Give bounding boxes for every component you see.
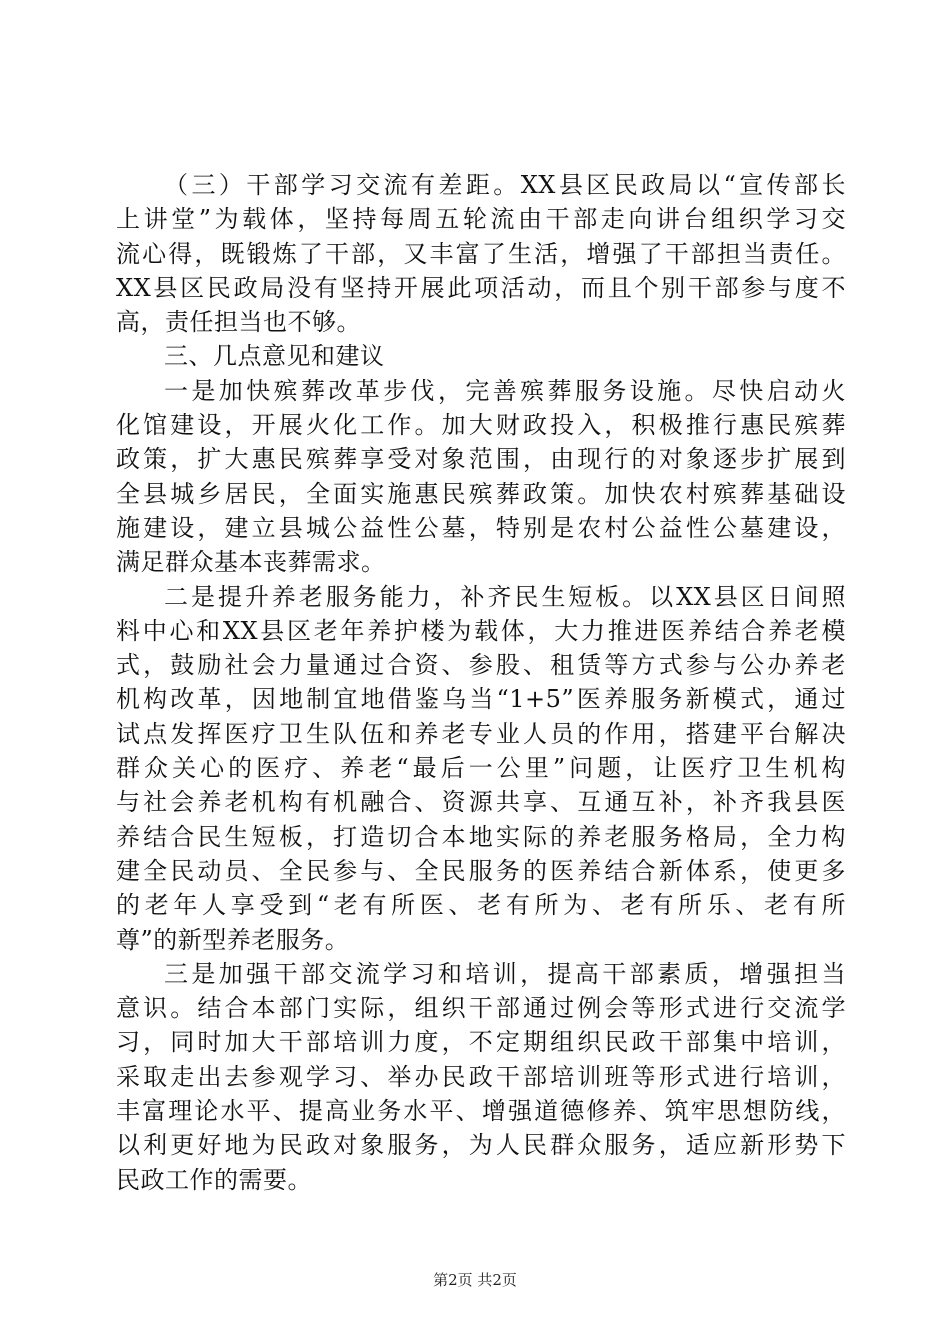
text-line: 式，鼓励社会力量通过合资、参股、租赁等方式参与公办养老 xyxy=(116,651,846,680)
text-line: 机构改革，因地制宜地借鉴乌当“1+5”医养服务新模式，通过 xyxy=(116,685,846,714)
text-line: 化馆建设，开展火化工作。加大财政投入，积极推行惠民殡葬 xyxy=(116,411,846,440)
text-line: （三）干部学习交流有差距。XX县区民政局以“宣传部长 xyxy=(164,171,846,199)
text-line: 政策，扩大惠民殡葬享受对象范围，由现行的对象逐步扩展到 xyxy=(116,445,846,474)
text-line: 三、几点意见和建议 xyxy=(164,342,385,371)
text-line: 料中心和XX县区老年养护楼为载体，大力推进医养结合养老模 xyxy=(116,616,846,645)
text-line: 民政工作的需要。 xyxy=(116,1165,312,1194)
text-line: 满足群众基本丧葬需求。 xyxy=(116,548,386,577)
text-line: 建全民动员、全民参与、全民服务的医养结合新体系，使更多 xyxy=(116,856,846,885)
text-line: 养结合民生短板，打造切合本地实际的养老服务格局，全力构 xyxy=(116,822,846,851)
text-line: 二是提升养老服务能力，补齐民生短板。以XX县区日间照 xyxy=(164,582,846,611)
text-line: 群众关心的医疗、养老“最后一公里”问题，让医疗卫生机构 xyxy=(116,754,846,783)
text-line: 施建设，建立县城公益性公墓，特别是农村公益性公墓建设， xyxy=(116,513,846,542)
text-line: 采取走出去参观学习、举办民政干部培训班等形式进行培训， xyxy=(116,1062,846,1091)
text-line: 试点发挥医疗卫生队伍和养老专业人员的作用，搭建平台解决 xyxy=(116,719,846,748)
text-line: 流心得，既锻炼了干部，又丰富了生活，增强了干部担当责任。 xyxy=(116,239,846,268)
text-line: 习，同时加大干部培训力度，不定期组织民政干部集中培训， xyxy=(116,1028,846,1057)
text-line: 高，责任担当也不够。 xyxy=(116,308,361,337)
text-line: 一是加快殡葬改革步伐，完善殡葬服务设施。尽快启动火 xyxy=(164,376,846,405)
text-line: 与社会养老机构有机融合、资源共享、互通互补，补齐我县医 xyxy=(116,788,846,817)
text-line: 全县城乡居民，全面实施惠民殡葬政策。加快农村殡葬基础设 xyxy=(116,479,846,508)
text-line: 以利更好地为民政对象服务，为人民群众服务，适应新形势下 xyxy=(116,1131,846,1160)
document-body xyxy=(116,168,846,1197)
text-line: 的老年人享受到“老有所医、老有所为、老有所乐、老有所 xyxy=(116,891,846,920)
text-line: 尊”的新型养老服务。 xyxy=(116,925,350,954)
text-line: 三是加强干部交流学习和培训，提高干部素质，增强担当 xyxy=(164,959,846,988)
text-line: 丰富理论水平、提高业务水平、增强道德修养、筑牢思想防线， xyxy=(116,1097,846,1126)
text-line: 上讲堂”为载体，坚持每周五轮流由干部走向讲台组织学习交 xyxy=(116,205,846,234)
text-line: XX县区民政局没有坚持开展此项活动，而且个别干部参与度不 xyxy=(116,273,846,302)
text-line: 意识。结合本部门实际，组织干部通过例会等形式进行交流学 xyxy=(116,994,846,1023)
page-footer: 第2页 共2页 xyxy=(433,1271,517,1289)
